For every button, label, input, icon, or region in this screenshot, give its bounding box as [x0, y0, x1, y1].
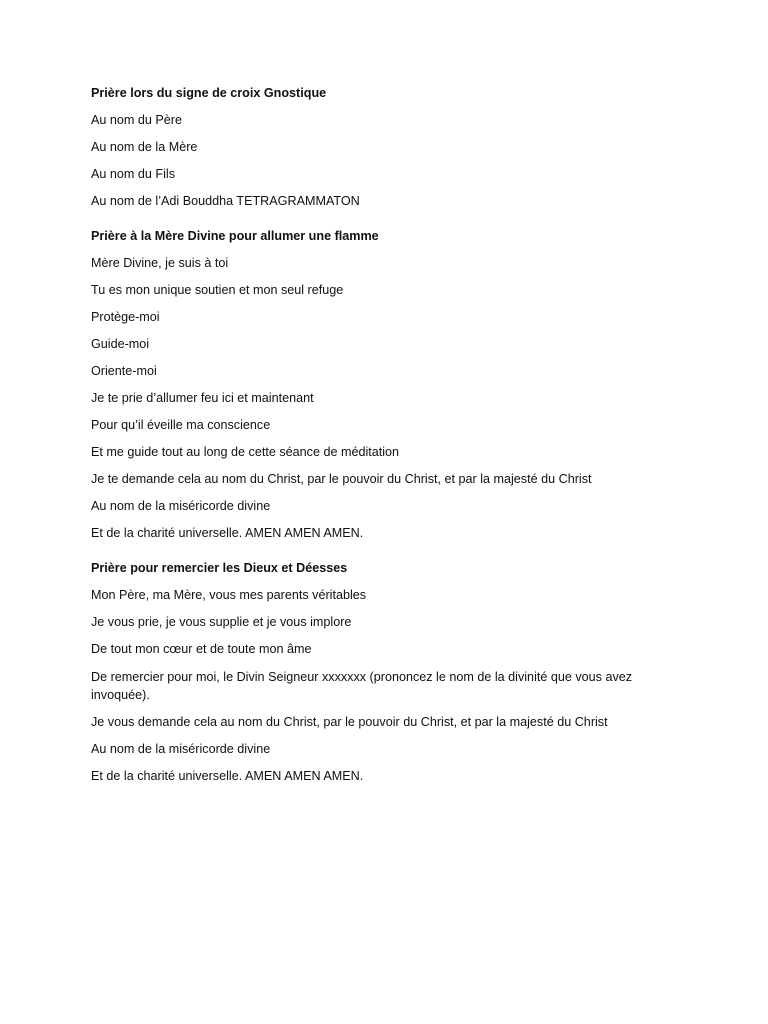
prayer-line: Mon Père, ma Mère, vous mes parents véritables [91, 588, 367, 602]
prayer-line: Je te prie d’allumer feu ici et maintenant [91, 391, 314, 405]
section-heading: Prière pour remercier les Dieux et Déesses [91, 561, 348, 575]
section-divine-mother-flame [91, 228, 678, 542]
prayer-line: Pour qu’il éveille ma conscience [91, 418, 271, 432]
section-thank-gods [91, 560, 678, 785]
section-heading: Prière à la Mère Divine pour allumer une flamme [91, 229, 379, 243]
prayer-line: Tu es mon unique soutien et mon seul refuge [91, 283, 344, 297]
section-gnostic-cross [91, 85, 678, 210]
prayer-line: Au nom de la miséricorde divine [91, 499, 271, 513]
prayer-line: Au nom du Père [91, 113, 183, 127]
prayer-line: Guide-moi [91, 337, 150, 351]
prayer-line: Et me guide tout au long de cette séance de méditation [91, 445, 400, 459]
prayer-line: Au nom de l’Adi Bouddha TETRAGRAMMATON [91, 194, 360, 208]
prayer-line: De tout mon cœur et de toute mon âme [91, 642, 312, 656]
prayer-line: De remercier pour moi, le Divin Seigneur xxxxxxx (prononcez le nom de la divinité que vous avez invoquée). [91, 670, 633, 702]
prayer-line: Et de la charité universelle. AMEN AMEN AMEN. [91, 769, 364, 783]
prayer-line: Mère Divine, je suis à toi [91, 256, 229, 270]
prayer-line: Je vous prie, je vous supplie et je vous implore [91, 615, 352, 629]
prayer-line: Je te demande cela au nom du Christ, par le pouvoir du Christ, et par la majesté du Christ [91, 472, 592, 486]
prayer-line: Au nom du Fils [91, 167, 175, 181]
prayer-line: Je vous demande cela au nom du Christ, par le pouvoir du Christ, et par la majesté du Christ [91, 715, 608, 729]
prayer-line: Oriente-moi [91, 364, 157, 378]
prayer-line: Et de la charité universelle. AMEN AMEN AMEN. [91, 526, 364, 540]
prayer-line: Protège-moi [91, 310, 160, 324]
prayer-line: Au nom de la Mère [91, 140, 198, 154]
prayer-line: Au nom de la miséricorde divine [91, 742, 271, 756]
section-heading: Prière lors du signe de croix Gnostique [91, 86, 327, 100]
